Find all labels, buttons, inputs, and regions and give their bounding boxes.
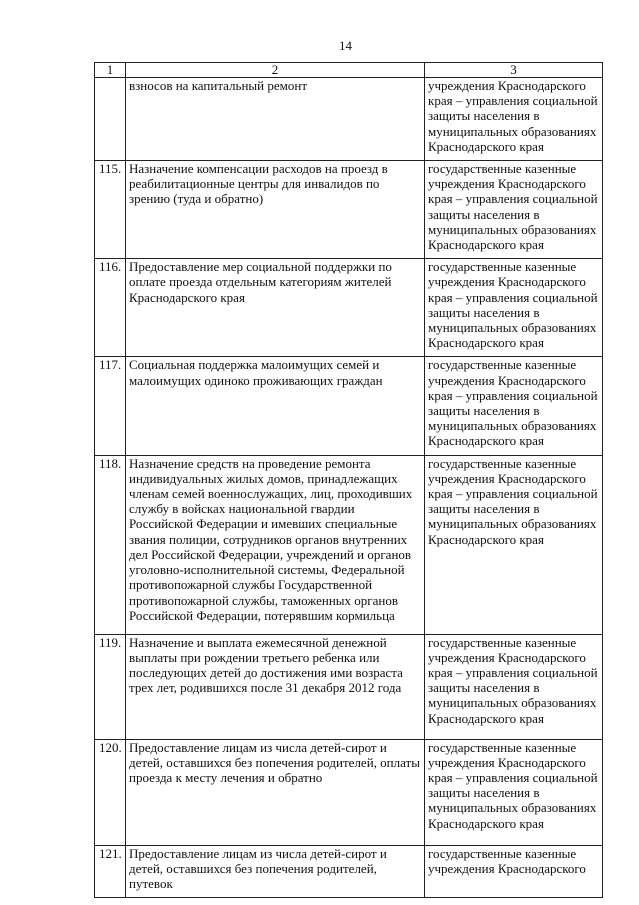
service-name: Предоставление мер социальной поддержки по оплате проезда отдельным категориям жителей Краснодарского края — [126, 259, 425, 357]
table-header-row — [95, 63, 603, 78]
responsible-body: государственные казенные учреждения Краснодарского — [425, 845, 603, 898]
column-header-number: 1 — [95, 63, 126, 78]
responsible-body: государственные казенные учреждения Краснодарского края – управления социальной защиты населения в муниципальных образованиях Краснодарского края — [425, 259, 603, 357]
page-number: 14 — [339, 38, 352, 53]
responsible-body: государственные казенные учреждения Краснодарского края – управления социальной защиты населения в муниципальных образованиях Краснодарского края — [425, 161, 603, 259]
column-header-name: 2 — [126, 63, 425, 78]
services-table — [94, 62, 603, 898]
responsible-body: государственные казенные учреждения Краснодарского края – управления социальной защиты населения в муниципальных образованиях Краснодарского края — [425, 455, 603, 634]
table-row — [95, 259, 603, 357]
service-name: Назначение средств на проведение ремонта индивидуальных жилых домов, принадлежащих членам семей военнослужащих, лиц, проходивших службу в войсках национальной гвардии Российской Федерации и имевших специальные звания полиции, сотрудников органов внутренних дел Российской Федерации, учреждений и органов уголовно-исполнительной системы, Федеральной противопожарной службы Государственной противопожарной службы, таможенных органов Российской Федерации, потерявшим кормильца — [126, 455, 425, 634]
service-name: взносов на капитальный ремонт — [126, 78, 425, 161]
table-row — [95, 634, 603, 739]
row-number — [95, 78, 126, 161]
responsible-body: государственные казенные учреждения Краснодарского края – управления социальной защиты населения в муниципальных образованиях Краснодарского края — [425, 634, 603, 739]
row-number: 121. — [95, 845, 126, 898]
row-number: 118. — [95, 455, 126, 634]
table-row — [95, 455, 603, 634]
responsible-body: государственные казенные учреждения Краснодарского края – управления социальной защиты населения в муниципальных образованиях Краснодарского края — [425, 739, 603, 845]
table-row — [95, 357, 603, 455]
service-name: Назначение компенсации расходов на проезд в реабилитационные центры для инвалидов по зрению (туда и обратно) — [126, 161, 425, 259]
service-name: Назначение и выплата ежемесячной денежной выплаты при рождении третьего ребенка или последующих детей до достижения ими возраста трех лет, родившихся после 31 декабря 2012 года — [126, 634, 425, 739]
service-name: Социальная поддержка малоимущих семей и малоимущих одиноко проживающих граждан — [126, 357, 425, 455]
table-row — [95, 78, 603, 161]
row-number: 120. — [95, 739, 126, 845]
row-number: 119. — [95, 634, 126, 739]
responsible-body: учреждения Краснодарского края – управления социальной защиты населения в муниципальных образованиях Краснодарского края — [425, 78, 603, 161]
table-row — [95, 845, 603, 898]
row-number: 116. — [95, 259, 126, 357]
row-number: 115. — [95, 161, 126, 259]
service-name: Предоставление лицам из числа детей-сирот и детей, оставшихся без попечения родителей, путевок — [126, 845, 425, 898]
row-number: 117. — [95, 357, 126, 455]
service-name: Предоставление лицам из числа детей-сирот и детей, оставшихся без попечения родителей, оплаты проезда к месту лечения и обратно — [126, 739, 425, 845]
responsible-body: государственные казенные учреждения Краснодарского края – управления социальной защиты населения в муниципальных образованиях Краснодарского края — [425, 357, 603, 455]
column-header-responsible: 3 — [425, 63, 603, 78]
table-row — [95, 161, 603, 259]
table-row — [95, 739, 603, 845]
